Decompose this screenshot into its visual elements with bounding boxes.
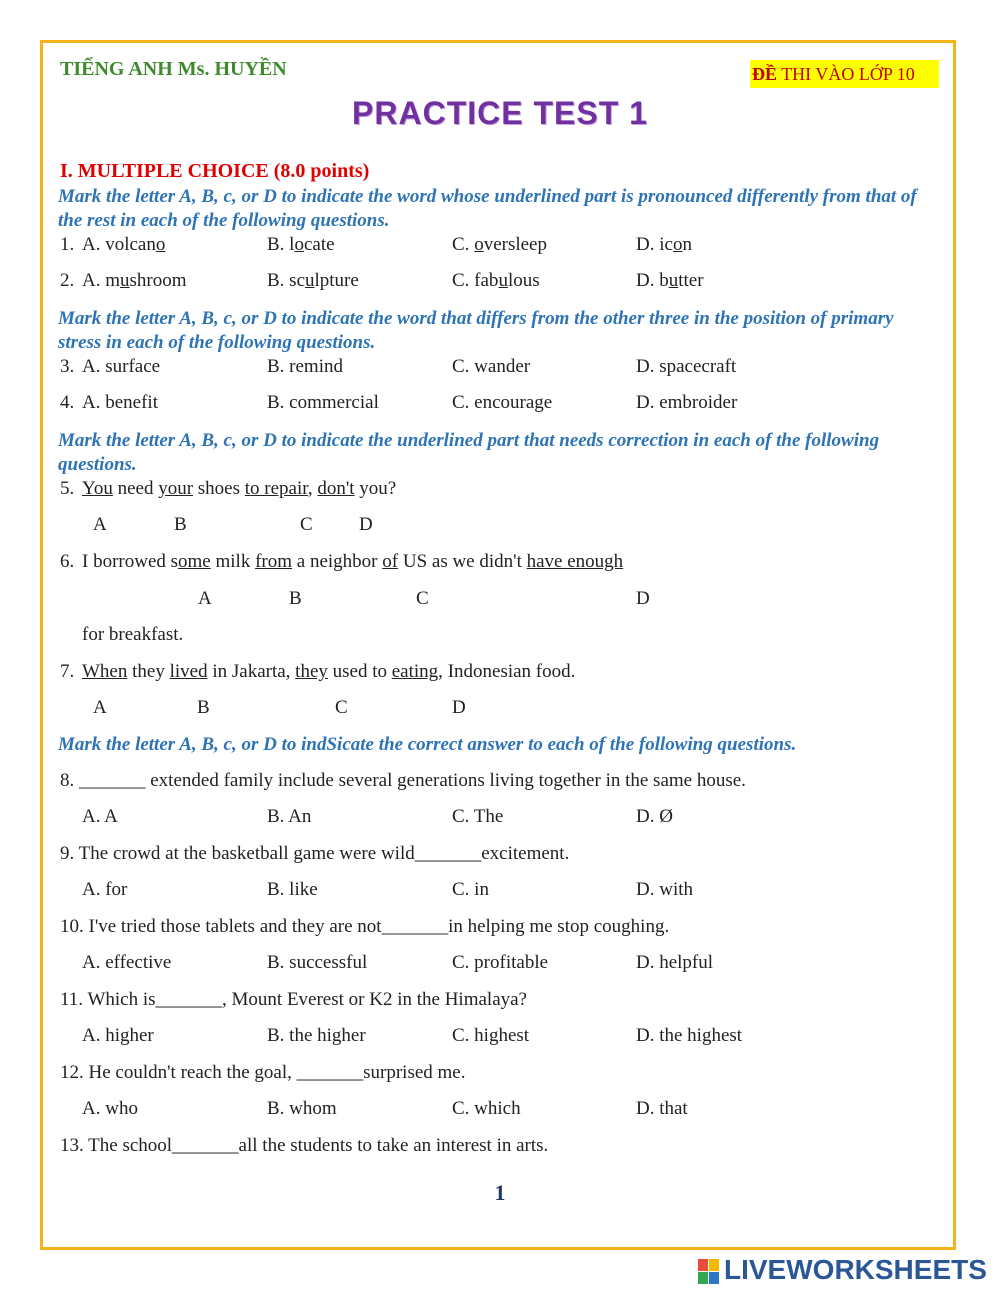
q12-option-a[interactable]: A. who	[82, 1098, 138, 1119]
q7-label-b[interactable]: B	[197, 697, 210, 718]
q5-number: 5.	[60, 478, 75, 499]
q8-option-a[interactable]: A. A	[82, 806, 118, 827]
q12-option-d[interactable]: D. that	[636, 1098, 688, 1119]
q1-number: 1.	[60, 234, 75, 255]
q6-label-c[interactable]: C	[416, 588, 429, 609]
q6-number: 6.	[60, 551, 75, 572]
q2-number: 2.	[60, 270, 75, 291]
q7-sentence: When they lived in Jakarta, they used to eating, Indonesian food.	[82, 661, 576, 682]
exam-prefix: ĐỀ	[752, 64, 778, 84]
q13-stem: 13. The school_______all the students to take an interest in arts.	[60, 1135, 549, 1156]
q11-stem: 11. Which is_______, Mount Everest or K2 in the Himalaya?	[60, 989, 527, 1010]
q4-option-b[interactable]: B. commercial	[267, 392, 379, 413]
q12-stem: 12. He couldn't reach the goal, _______surprised me.	[60, 1062, 466, 1083]
q3-option-d[interactable]: D. spacecraft	[636, 356, 737, 377]
q5-label-d[interactable]: D	[359, 514, 373, 535]
q11-option-b[interactable]: B. the higher	[267, 1025, 366, 1046]
q12-option-b[interactable]: B. whom	[267, 1098, 337, 1119]
q5-sentence: You need your shoes to repair, don't you?	[82, 478, 397, 499]
q4-option-c[interactable]: C. encourage	[452, 392, 553, 413]
q6-sentence: I borrowed some milk from a neighbor of US as we didn't have enough	[82, 551, 624, 572]
page-number: 1	[494, 1180, 506, 1205]
q10-option-a[interactable]: A. effective	[82, 952, 172, 973]
instruction-correct-answer: Mark the letter A, B, c, or D to indSicate the correct answer to each of the following questions.	[58, 734, 797, 755]
q5-label-b[interactable]: B	[174, 514, 187, 535]
q10-option-c[interactable]: C. profitable	[452, 952, 549, 973]
q9-option-d[interactable]: D. with	[636, 879, 693, 900]
q7-label-a[interactable]: A	[93, 697, 107, 718]
q8-stem: 8. _______ extended family include several generations living together in the same house.	[60, 770, 746, 791]
q4-number: 4.	[60, 392, 75, 413]
q2-option-d[interactable]: D. butter	[636, 270, 704, 291]
q10-option-d[interactable]: D. helpful	[636, 952, 714, 973]
q7-label-c[interactable]: C	[335, 697, 348, 718]
q10-stem: 10. I've tried those tablets and they are not_______in helping me stop coughing.	[60, 916, 670, 937]
q9-option-b[interactable]: B. like	[267, 879, 318, 900]
q7-number: 7.	[60, 661, 75, 682]
q3-option-b[interactable]: B. remind	[267, 356, 343, 377]
liveworksheets-logo-icon	[698, 1259, 720, 1285]
q7-label-d[interactable]: D	[452, 697, 466, 718]
q9-option-a[interactable]: A. for	[82, 879, 128, 900]
section-heading: I. MULTIPLE CHOICE (8.0 points)	[60, 160, 370, 182]
q5-label-c[interactable]: C	[300, 514, 313, 535]
q8-option-d[interactable]: D. Ø	[636, 806, 673, 827]
q1-option-c[interactable]: C. oversleep	[452, 234, 547, 255]
q6-label-b[interactable]: B	[289, 588, 302, 609]
q11-option-c[interactable]: C. highest	[452, 1025, 530, 1046]
instruction-pronunciation: Mark the letter A, B, c, or D to indicate the word whose underlined part is pronounced differently from that of the rest in each of the following questions.	[58, 186, 917, 231]
q9-option-c[interactable]: C. in	[452, 879, 489, 900]
instruction-error: Mark the letter A, B, c, or D to indicate the underlined part that needs correction in each of the following questions.	[58, 430, 880, 475]
q6-label-d[interactable]: D	[636, 588, 650, 609]
q11-option-a[interactable]: A. higher	[82, 1025, 154, 1046]
exam-label	[750, 60, 939, 88]
q3-number: 3.	[60, 356, 75, 377]
exam-rest: THI VÀO LỚP 10	[777, 64, 915, 84]
q11-option-d[interactable]: D. the highest	[636, 1025, 743, 1046]
q3-option-a[interactable]: A. surface	[82, 356, 161, 377]
q8-option-c[interactable]: C. The	[452, 806, 504, 827]
q1-option-d[interactable]: D. icon	[636, 234, 692, 255]
q5-label-a[interactable]: A	[93, 514, 107, 535]
q10-option-b[interactable]: B. successful	[267, 952, 368, 973]
q8-option-b[interactable]: B. An	[267, 806, 312, 827]
q2-option-a[interactable]: A. mushroom	[82, 270, 187, 291]
q2-option-c[interactable]: C. fabulous	[452, 270, 540, 291]
q1-option-a[interactable]: A. volcano	[82, 234, 166, 255]
teacher-header: TIẾNG ANH Ms. HUYỀN	[60, 58, 287, 80]
q4-option-a[interactable]: A. benefit	[82, 392, 158, 413]
q6-continuation: for breakfast.	[82, 624, 184, 645]
liveworksheets-brand[interactable]: LIVEWORKSHEETS	[724, 1254, 987, 1285]
q1-option-b[interactable]: B. locate	[267, 234, 335, 255]
page-title: PRACTICE TEST 1	[352, 95, 648, 131]
q3-option-c[interactable]: C. wander	[452, 356, 531, 377]
q9-stem: 9. The crowd at the basketball game were wild_______excitement.	[60, 843, 570, 864]
instruction-stress: Mark the letter A, B, c, or D to indicate the word that differs from the other three in the position of primary stress in each of the following questions.	[58, 308, 894, 353]
q2-option-b[interactable]: B. sculpture	[267, 270, 359, 291]
q4-option-d[interactable]: D. embroider	[636, 392, 738, 413]
q12-option-c[interactable]: C. which	[452, 1098, 521, 1119]
q6-label-a[interactable]: A	[198, 588, 212, 609]
